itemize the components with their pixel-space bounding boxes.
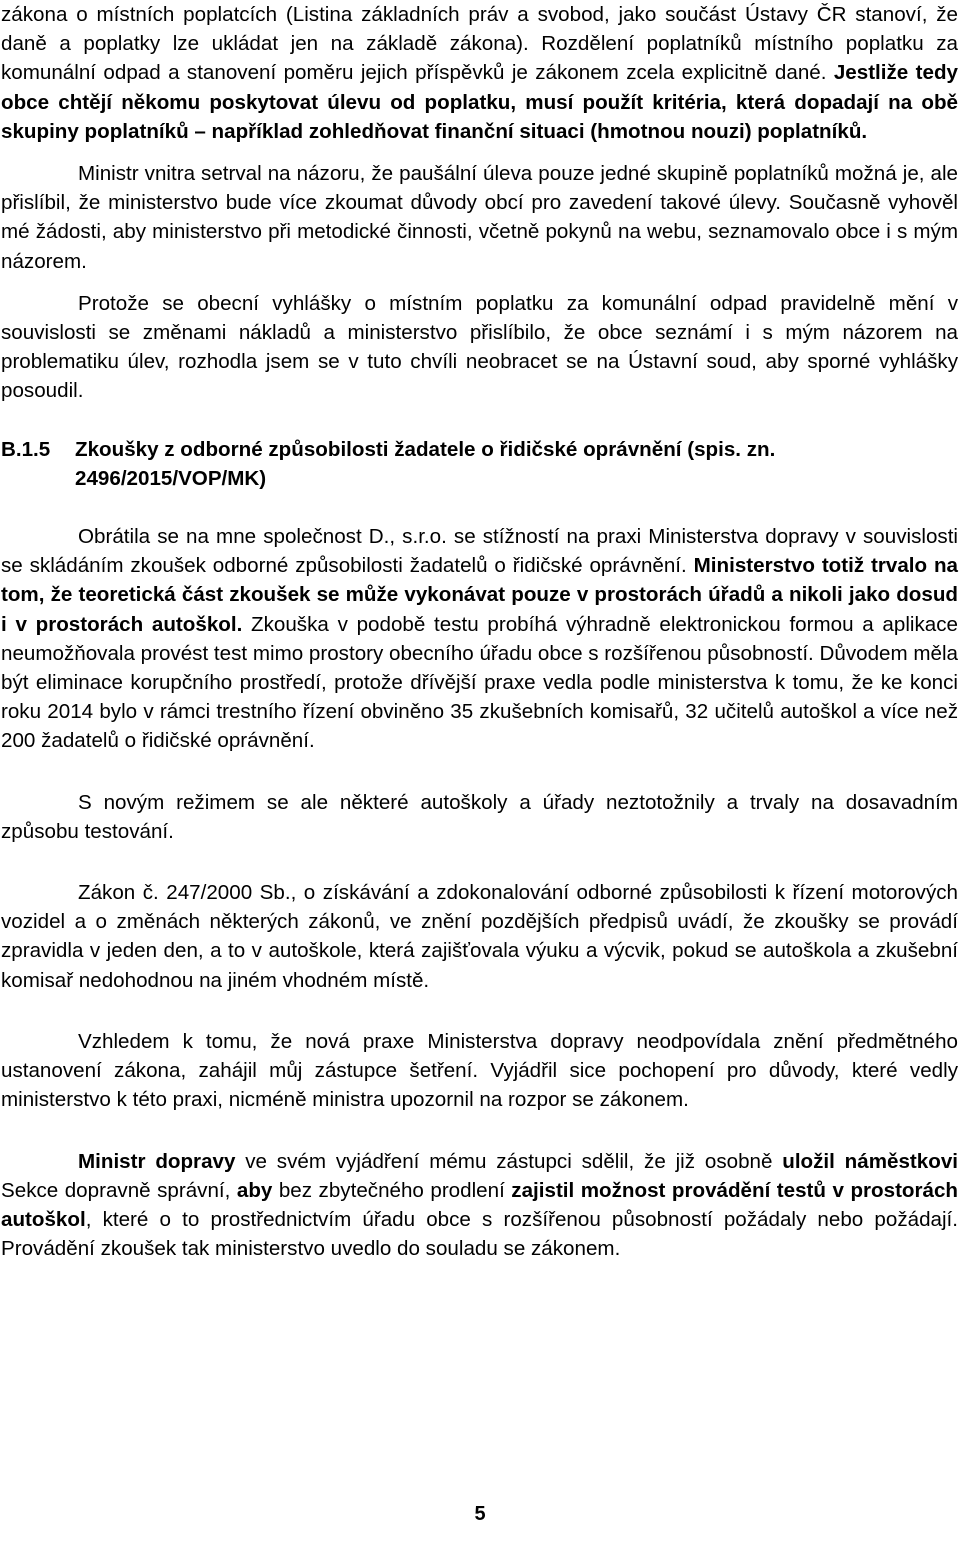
section-heading [1, 435, 958, 493]
paragraph-8-text-2: Sekce dopravně správní, [1, 1178, 237, 1202]
paragraph-4-text: Obrátila se na mne společnost D., s.r.o. se stížností na praxi Ministerstva dopravy v souvislosti se skládáním zkoušek odborné způsobilosti žadatelů o řidičské oprávnění. [1, 525, 958, 578]
paragraph-8-text-3: bez zbytečného prodlení [272, 1178, 512, 1202]
paragraph-8 [1, 1147, 958, 1264]
paragraph-1-text: zákona o místních poplatcích (Listina základních práv a svobod, jako součást Ústavy ČR stanoví, že daně a poplatky lze ukládat jen na základě zákona). Rozdělení poplatníků místního poplatku za komunální odpad a stanovení poměru jejich příspěvků je zákonem zcela explicitně dané. [1, 3, 958, 85]
paragraph-4 [1, 522, 958, 756]
page-number: 5 [474, 1503, 486, 1525]
paragraph-8-bold-2: uložil náměstkovi [782, 1149, 958, 1173]
section-title: Zkoušky z odborné způsobilosti žadatele o řidičské oprávnění (spis. zn. 2496/2015/VOP/MK) [75, 437, 776, 490]
paragraph-8-bold-4: zajistil možnost provádění testů v prostorách autoškol [1, 1178, 959, 1231]
paragraph-8-text-4: , které o to prostřednictvím úřadu obce s rozšířenou působností požádaly nebo požádají. Provádění zkoušek tak ministerstvo uvedlo do souladu se zákonem. [1, 1207, 958, 1261]
paragraph-2 [1, 159, 958, 276]
paragraph-5: S novým režimem se ale některé autoškoly a úřady neztotožnily a trvaly na dosavadním způsobu testování. [1, 790, 958, 843]
paragraph-1 [1, 0, 958, 146]
paragraph-3: Protože se obecní vyhlášky o místním poplatku za komunální odpad pravidelně mění v souvislosti se změnami nákladů a ministerstvo přislíbilo, že obce seznámí i s mým názorem na problematiku úlev, rozhodla jsem se v tuto chvíli neobracet se na Ústavní soud, aby sporné vyhlášky posoudil. [1, 291, 958, 403]
paragraph-4-bold: Ministerstvo totiž trvalo na tom, že teoretická část zkoušek se může vykonávat pouze v prostorách úřadů a nikoli jako dosud i v prostorách autoškol. [1, 554, 958, 636]
paragraph-8-text-1: ve svém vyjádření mému zástupci sdělil, že již osobně [235, 1149, 783, 1173]
paragraph-2-text: Ministr vnitra setrval na názoru, že paušální úleva pouze jedné skupině poplatníků možná je, ale přislíbil, že ministerstvo bude více zkoumat důvody obcí pro zavedení takové úlevy. [1, 162, 958, 215]
paragraph-6: Zákon č. 247/2000 Sb., o získávání a zdokonalování odborné způsobilosti k řízení motorových vozidel a o změnách některých zákonů, ve znění pozdějších předpisů uvádí, že zkoušky se provádí zpravidla v jeden den, a to v autoškole, která zajišťovala výuku a výcvik, pokud se autoškola a zkušební komisař nedohodnou na jiném vhodném místě. [1, 881, 958, 992]
paragraph-2-text-cont: Současně vyhověl mé žádosti, aby ministerstvo při metodické činnosti, včetně pokynů na webu, seznamovalo obce i s mým názorem. [1, 191, 958, 273]
section-number: B.1.5 [1, 437, 51, 461]
paragraph-4-text-cont: Zkouška v podobě testu probíhá výhradně elektronickou formou a aplikace neumožňovala provést test mimo prostory obecního úřadu obce s rozšířenou působností. Důvodem měla být eliminace korupčního prostředí, protože dřívější praxe vedla podle ministerstva k tomu, že ke konci roku 2014 bylo v rámci trestního řízení obviněno 35 zkušebních komisařů, 32 učitelů autoškol a více než 200 žadatelů o řidičské oprávnění. [1, 612, 958, 753]
paragraph-8-bold-3: aby [236, 1178, 273, 1202]
paragraph-7: Vzhledem k tomu, že nová praxe Ministerstva dopravy neodpovídala znění předmětného ustanovení zákona, zahájil můj zástupce šetření. Vyjádřil sice pochopení pro důvody, které vedly ministerstvo k této praxi, nicméně ministra upozornil na rozpor se zákonem. [1, 1029, 958, 1112]
paragraph-1-bold: Jestliže tedy obce chtějí někomu poskytovat úlevu od poplatku, musí použít kritéria, která dopadají na obě skupiny poplatníků – například zohledňovat finanční situaci (hmotnou nouzi) poplatníků. [1, 61, 958, 143]
paragraph-8-bold-1: Ministr dopravy [78, 1149, 236, 1173]
